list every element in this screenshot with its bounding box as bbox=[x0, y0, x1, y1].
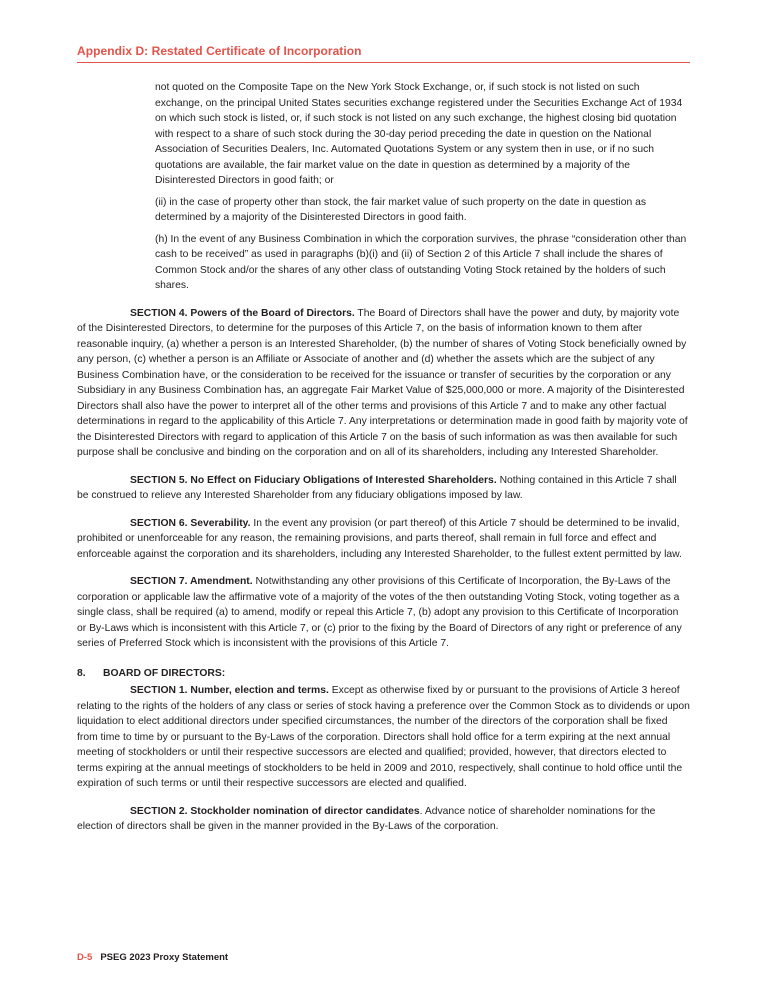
section-4-title: SECTION 4. Powers of the Board of Directors. bbox=[130, 307, 355, 319]
article-8-number: 8. bbox=[77, 667, 86, 679]
section-4-body: The Board of Directors shall have the power and duty, by majority vote of the Disinterested Directors, to determine for the purposes of this Article 7, on the basis of information known to them after reasonable inquiry, (a) whether a person is an Interested Shareholder, (b) the number of shares of Voting Stock beneficially owned by any person, (c) whether a person is an Affiliate or Associate of another and (d) whether the assets which are the subject of any Business Combination have, or the consideration to be received for the issuance or transfer of securities by the corporation or any Subsidiary in any Business Combination has, an aggregate Fair Market Value of $25,000,000 or more. A majority of the Disinterested Directors shall also have the power to interpret all of the other terms and provisions of this Article 7 and to make any other factual determinations in regard to the applicability of this Article 7. Any interpretations or determination made in good faith by majority vote of the Disinterested Directors with regard to application of this Article 7 on the basis of such information as was then available for such purpose shall be conclusive and binding on the corporation and on all of its shareholders, including any Interested Shareholder. bbox=[77, 307, 688, 458]
section-4-powers bbox=[77, 306, 690, 461]
section-5-fiduciary bbox=[77, 473, 690, 504]
article-8-section-1-title: SECTION 1. Number, election and terms. bbox=[130, 685, 329, 696]
section-7-title: SECTION 7. Amendment. bbox=[130, 576, 253, 587]
section-7-amendment bbox=[77, 574, 690, 652]
page-header bbox=[77, 42, 690, 63]
section-6-severability bbox=[77, 516, 690, 563]
section-6-title: SECTION 6. Severability. bbox=[130, 517, 251, 529]
indented-paragraph-2: (ii) in the case of property other than stock, the fair market value of such property on the date in question as determined by a majority of the Disinterested Directors in good faith. bbox=[155, 196, 647, 223]
section-6-body: In the event any provision (or part thereof) of this Article 7 should be determined to be invalid, prohibited or unenforceable for any reason, the remaining provisions, and parts thereof, shall remain in full force and effect and enforceable against the corporation and its shareholders, including any Interested Shareholder, to the fullest extent permitted by law. bbox=[77, 517, 682, 560]
page-footer bbox=[77, 952, 228, 963]
article-8-section-2-title: SECTION 2. Stockholder nomination of director candidates bbox=[130, 805, 420, 817]
section-5-title: SECTION 5. No Effect on Fiduciary Obligations of Interested Shareholders. bbox=[130, 474, 497, 486]
header-title: Appendix D: Restated Certificate of Incorporation bbox=[77, 44, 362, 58]
article-8-section-1-body: Except as otherwise fixed by or pursuant to the provisions of Article 3 hereof relating to the rights of the holders of any class or series of stock having a preference over the Common Stock as to dividends or upon liquidation to elect additional directors under specified circumstances, the number of the directors of the corporation shall be fixed from time to time by or pursuant to the By-Laws of the corporation. Directors shall hold office for a term expiring at the next annual meeting of stockholders or until their respective successors are elected and qualified; provided, however, that directors elected to terms expiring at the annual meetings of stockholders to be held in 2009 and 2010, respectively, shall continue to hold office until the expiration of such terms or until their respective successors are elected and qualified. bbox=[77, 685, 690, 789]
document-body bbox=[77, 80, 690, 835]
section-5-body: Nothing contained in this Article 7 shall be construed to relieve any Interested Shareholder from any fiduciary obligations imposed by law. bbox=[77, 474, 677, 501]
article-8-section-1 bbox=[77, 683, 690, 792]
article-8-title: BOARD OF DIRECTORS: bbox=[103, 667, 226, 679]
article-8-section-2 bbox=[77, 804, 690, 835]
article-8-section-2-body: . Advance notice of shareholder nominations for the election of directors shall be given in the manner provided in the By-Laws of the corporation. bbox=[77, 805, 656, 832]
indented-paragraph-1: not quoted on the Composite Tape on the New York Stock Exchange, or, if such stock is not listed on such exchange, on the principal United States securities exchange registered under the Securities Exchange Act of 1934 on which such stock is listed, or, if such stock is not listed on any such exchange, the highest closing bid quotation with respect to a share of such stock during the 30-day period preceding the date in question on the National Association of Securities Dealers, Inc. Automated Quotations System or any system then in use, or if no such quotations are available, the fair market value on the date in question as determined by a majority of the Disinterested Directors in good faith; or bbox=[155, 82, 683, 186]
indented-paragraph-3: (h) In the event of any Business Combination in which the corporation survives, the phrase “consideration other than cash to be received” as used in paragraphs (b)(i) and (ii) of Section 2 of this Article 7 shall include the shares of Common Stock and/or the shares of any other class of outstanding Voting Stock retained by the holders of such shares. bbox=[155, 233, 687, 291]
page-number: D-5 bbox=[77, 952, 93, 963]
section-7-body: Notwithstanding any other provisions of this Certificate of Incorporation, the By-Laws of the corporation or applicable law the affirmative vote of a majority of the votes of the then outstanding Voting Stock, voting together as a single class, shall be required (a) to amend, modify or repeal this Article 7, (b) adopt any provision to this Certificate of Incorporation or By-Laws which is inconsistent with this Article 7, or (c) prior to the fixing by the Board of Directors of any right or preference of any series of Preferred Stock which is inconsistent with the provisions of this Article 7. bbox=[77, 576, 682, 649]
article-8-heading bbox=[77, 666, 690, 682]
document-name: PSEG 2023 Proxy Statement bbox=[100, 952, 229, 963]
